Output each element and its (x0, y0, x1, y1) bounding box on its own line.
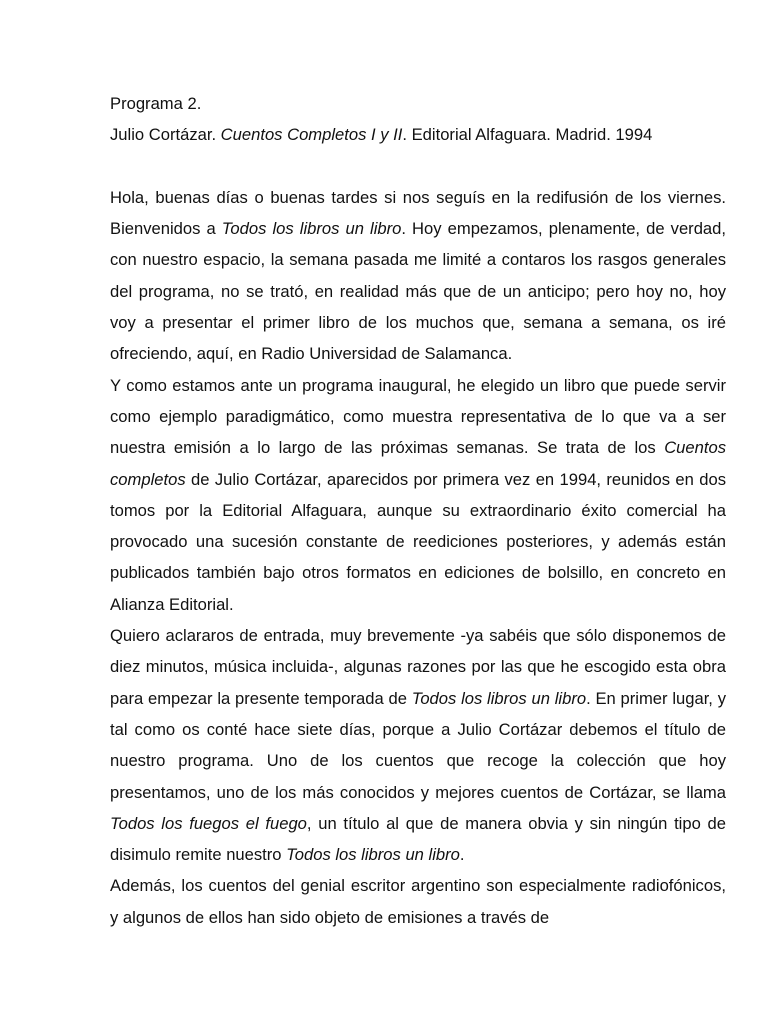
document-body (110, 88, 726, 933)
text-run: . (459, 845, 465, 865)
text-run: Además, los cuentos del genial escritor argentino son especialmente radiofónicos, y algunos de ellos han sido objeto de emisiones a través de (110, 876, 726, 927)
text-run: . En primer lugar, y tal como os conté hace siete días, porque a Julio Cortázar debemos el título de nuestro programa. Uno de los cuentos que recoge la colección que hoy presentamos, uno de los más conocidos y mejores cuentos de Cortázar, se llama (110, 688, 726, 802)
paragraph (110, 182, 726, 370)
text-run: Hola, buenas días o buenas tardes si nos seguís en la redifusión de los viernes. Bienvenidos a (110, 187, 726, 239)
paragraph (110, 370, 726, 620)
italic-title: Todos los libros un libro (411, 688, 587, 708)
text-run: Quiero aclararos de entrada, muy brevemente -ya sabéis que sólo disponemos de diez minutos, música incluida-, algunas razones por las que he escogido esta obra para empezar la presente temporada de (110, 626, 726, 708)
text-run: Julio Cortázar. (110, 125, 221, 145)
text-run: . Hoy empezamos, plenamente, de verdad, con nuestro espacio, la semana pasada me limité a contaros los rasgos generales del programa, no se trató, en realidad más que de un anticipo; pero hoy no, hoy voy a presentar el primer libro de los muchos que, semana a semana, os iré ofreciendo, aquí, en Radio Universidad de Salamanca. (110, 219, 726, 364)
italic-title: Cuentos Completos I y II (220, 125, 403, 145)
text-run: , un título al que de manera obvia y sin ningún tipo de disimulo remite nuestro (110, 813, 726, 865)
transcript-text (110, 182, 726, 933)
book-citation (110, 119, 726, 150)
text-run: Y como estamos ante un programa inaugural, he elegido un libro que puede servir como ejemplo paradigmático, como muestra representativa de lo que va a ser nuestra emisión a lo largo de las próximas semanas. Se trata de los (110, 375, 726, 458)
program-heading: Programa 2. (110, 94, 202, 113)
italic-title: Todos los libros un libro (221, 219, 402, 239)
italic-title: Todos los libros un libro (286, 845, 460, 865)
paragraph (110, 620, 726, 870)
paragraph (110, 870, 726, 933)
text-run: de Julio Cortázar, aparecidos por primera vez en 1994, reunidos en dos tomos por la Editorial Alfaguara, aunque su extraordinario éxito comercial ha provocado una sucesión constante de reediciones posteriores, y además están publicados también bajo otros formatos en ediciones de bolsillo, en concreto en Alianza Editorial. (110, 469, 726, 614)
italic-title: Todos los fuegos el fuego (110, 813, 307, 833)
italic-title: Cuentos completos (110, 438, 726, 489)
text-run: . Editorial Alfaguara. Madrid. 1994 (402, 125, 653, 145)
